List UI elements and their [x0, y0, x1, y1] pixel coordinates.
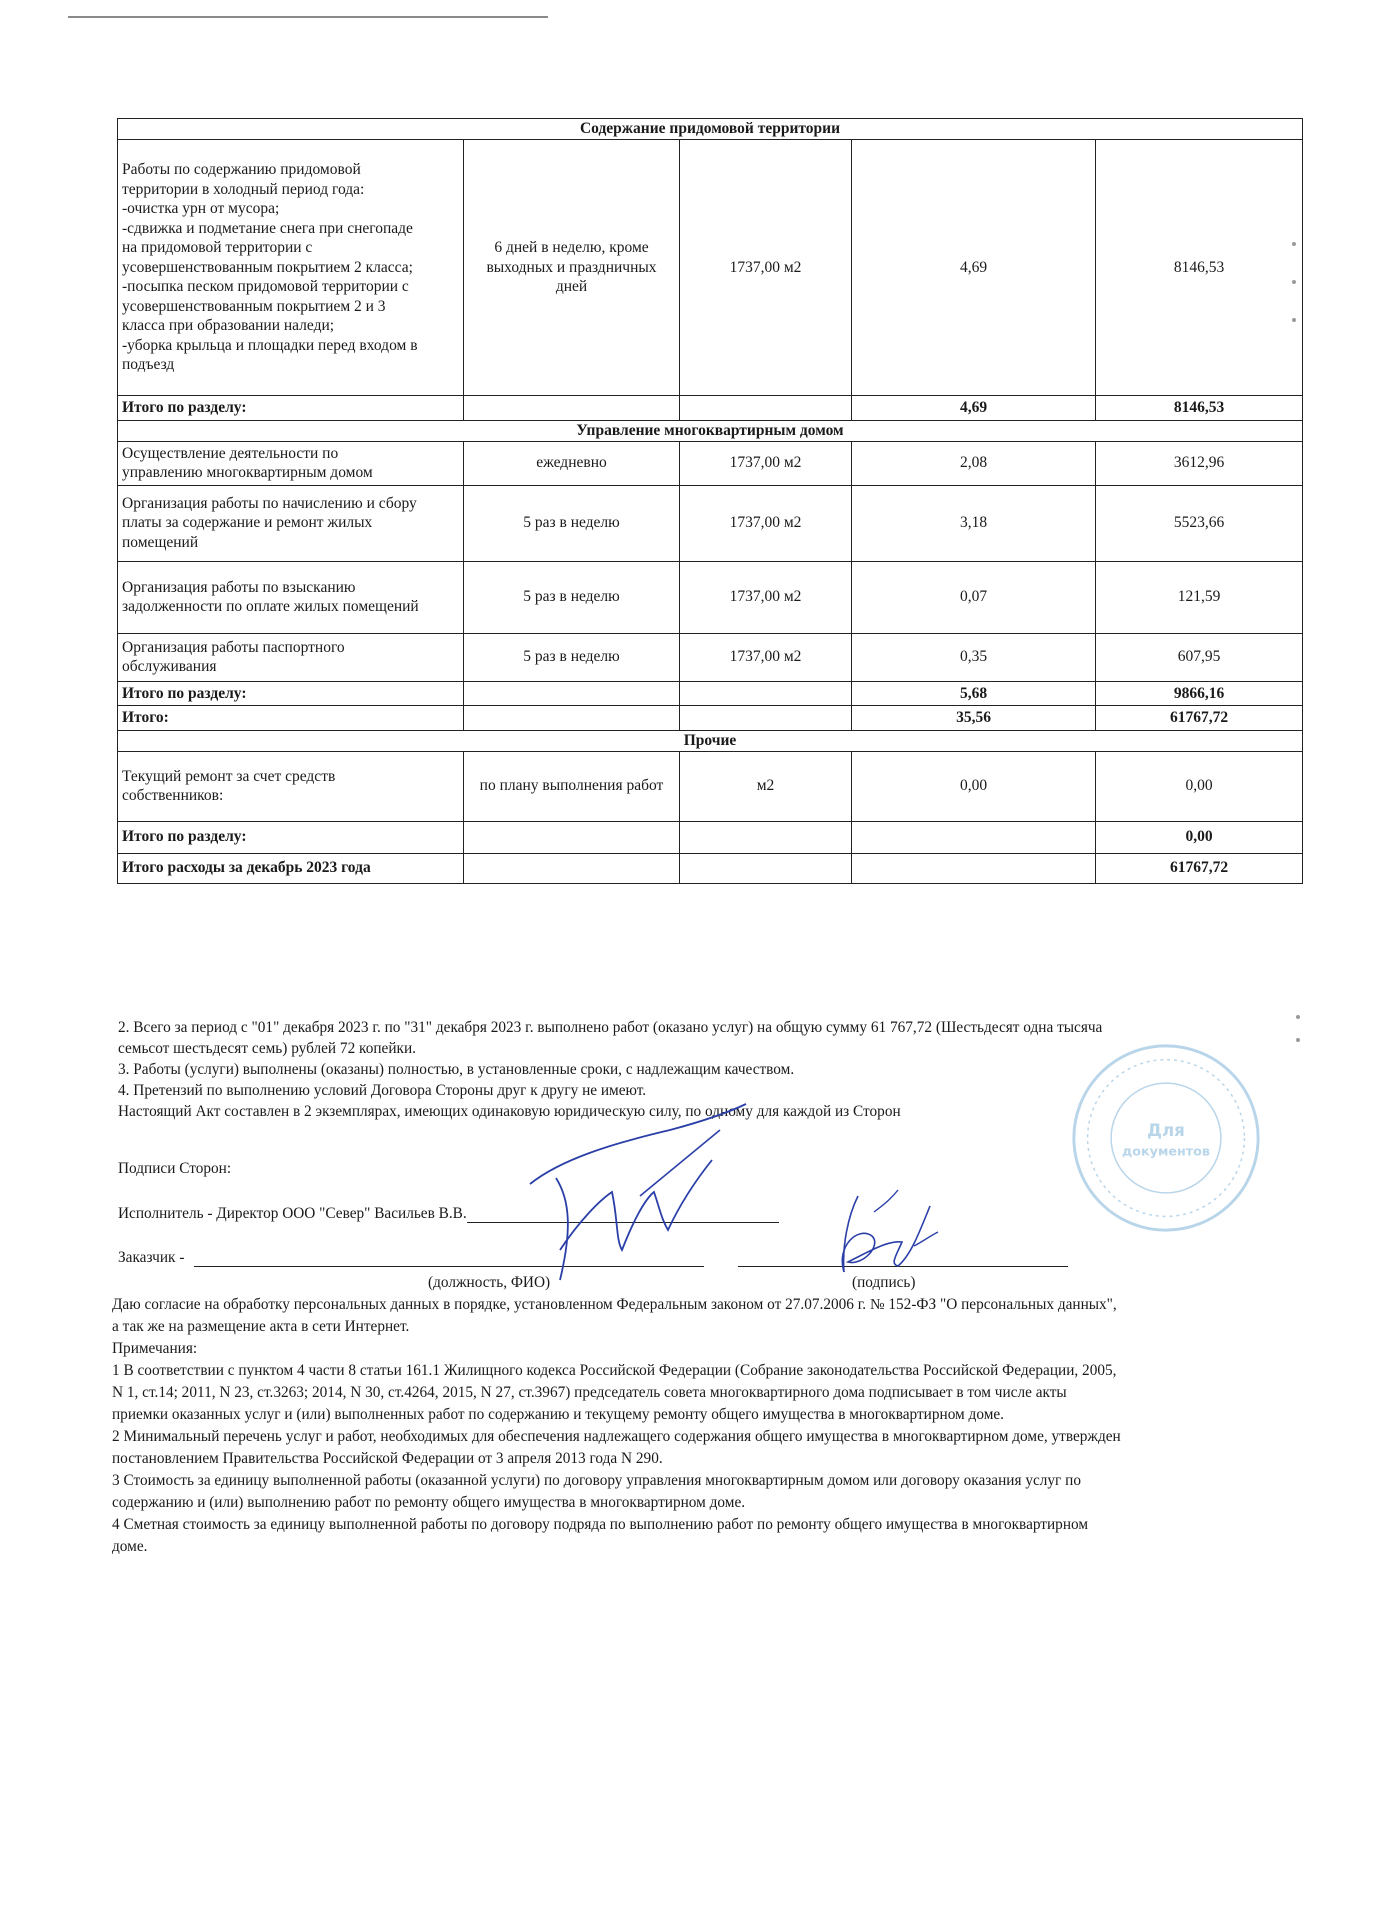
statement-claims: 4. Претензий по выполнению условий Договора Стороны друг к другу не имеют. — [118, 1082, 647, 1099]
subtotal-sum: 8146,53 — [1096, 396, 1303, 421]
customer-signature-line — [118, 1249, 1298, 1267]
work-frequency: по плану выполнения работ — [464, 751, 680, 821]
work-area: 1737,00 м2 — [680, 485, 852, 561]
subtotal-sum: 0,00 — [1096, 821, 1303, 853]
work-description: Работы по содержанию придомовой территории в холодный период года: -очистка урн от мусора; -сдвижка и подметание снега при снегопаде на придомовой территории с усовершенствованным покрытием 2 класса; -посыпка песком придомовой территории с усовершенствованным покрытием 2 и 3 класса при образовании наледи; -уборка крыльца и площадки перед входом в подъезд — [118, 140, 464, 396]
customer-label: Заказчик - — [118, 1249, 185, 1266]
work-rate: 2,08 — [852, 441, 1096, 485]
work-rate: 0,35 — [852, 633, 1096, 681]
caption-position: (должность, ФИО) — [428, 1274, 551, 1291]
work-description: Организация работы паспортного обслуживания — [118, 633, 464, 681]
work-frequency: 5 раз в неделю — [464, 485, 680, 561]
subtotal-row — [118, 821, 1303, 853]
grand-total-label: Итого расходы за декабрь 2023 года — [118, 853, 464, 883]
section-title: Управление многоквартирным домом — [118, 420, 1303, 441]
subtotal-sum: 9866,16 — [1096, 681, 1303, 706]
statement-quality: 3. Работы (услуги) выполнены (оказаны) полностью, в установленные сроки, с надлежащим качеством. — [118, 1061, 795, 1078]
section-header-other — [118, 730, 1303, 751]
notes-title: Примечания: — [112, 1340, 198, 1357]
caption-signature: (подпись) — [852, 1274, 916, 1291]
subtotal-label: Итого по разделу: — [118, 821, 464, 853]
stamp-text-line-2: документов — [1121, 1144, 1211, 1160]
table-row — [118, 441, 1303, 485]
stamp-seal — [1068, 1040, 1264, 1236]
subtotal-label: Итого по разделу: — [118, 681, 464, 706]
table-row — [118, 633, 1303, 681]
work-frequency: 5 раз в неделю — [464, 633, 680, 681]
work-sum: 0,00 — [1096, 751, 1303, 821]
consent-text: Даю согласие на обработку персональных данных в порядке, установленном Федеральным законом от 27.07.2006 г. № 152-ФЗ "О персональных данных", а так же на размещение акта в сети Интернет. — [112, 1296, 1117, 1335]
work-frequency: 5 раз в неделю — [464, 561, 680, 633]
work-rate: 4,69 — [852, 140, 1096, 396]
total-row — [118, 706, 1303, 731]
work-description: Текущий ремонт за счет средств собственников: — [118, 751, 464, 821]
section-header-territory — [118, 119, 1303, 140]
work-area: м2 — [680, 751, 852, 821]
work-rate: 0,07 — [852, 561, 1096, 633]
work-rate: 0,00 — [852, 751, 1096, 821]
work-frequency: ежедневно — [464, 441, 680, 485]
work-sum: 121,59 — [1096, 561, 1303, 633]
scan-artifact — [1292, 280, 1296, 284]
customer-position-field[interactable] — [194, 1250, 704, 1267]
section-header-management — [118, 420, 1303, 441]
signatures-title: Подписи Сторон: — [118, 1160, 232, 1177]
table-row — [118, 485, 1303, 561]
subtotal-row — [118, 396, 1303, 421]
work-sum: 3612,96 — [1096, 441, 1303, 485]
footer-notes — [112, 1294, 1302, 1558]
work-frequency: 6 дней в неделю, кроме выходных и праздничных дней — [464, 140, 680, 396]
grand-total-sum: 61767,72 — [1096, 853, 1303, 883]
services-table — [117, 118, 1303, 884]
note-1: 1 В соответствии с пунктом 4 части 8 статьи 161.1 Жилищного кодекса Российской Федерации (Собрание законодательства Российской Федерации, 2005, N 1, ст.14; 2011, N 23, ст.3263; 2014, N 30, ст.4264, 2015, N 27, ст.3967) председатель совета многоквартирного дома подписывает в том числе акты приемки оказанных услуг и (или) выполненных работ по содержанию и текущему ремонту общего имущества в многоквартирном доме. — [112, 1362, 1117, 1423]
work-area: 1737,00 м2 — [680, 633, 852, 681]
stamp-text-line-1: Для — [1147, 1121, 1185, 1141]
work-description: Организация работы по взысканию задолженности по оплате жилых помещений — [118, 561, 464, 633]
work-sum: 607,95 — [1096, 633, 1303, 681]
executor-sign-field[interactable] — [467, 1206, 779, 1223]
statement-total: 2. Всего за период с "01" декабря 2023 г. по "31" декабря 2023 г. выполнено работ (оказано услуг) на общую сумму 61 767,72 (Шестьдесят одна тысяча семьсот шестьдесят семь) рублей 72 копейки. — [118, 1019, 1103, 1057]
note-4: 4 Сметная стоимость за единицу выполненной работы по договору подряда по выполнению работ по ремонту общего имущества в многоквартирном доме. — [112, 1516, 1089, 1555]
table-row — [118, 751, 1303, 821]
statement-copies: Настоящий Акт составлен в 2 экземплярах, имеющих одинаковую юридическую силу, по одному для каждой из Сторон — [118, 1103, 901, 1120]
work-description: Осуществление деятельности по управлению многоквартирным домом — [118, 441, 464, 485]
scan-artifact — [1292, 242, 1296, 246]
note-3: 3 Стоимость за единицу выполненной работы (оказанной услуги) по договору управления многоквартирным домом или договору оказания услуг по содержанию и (или) выполнению работ по ремонту общего имущества в многоквартирном доме. — [112, 1472, 1081, 1511]
note-2: 2 Минимальный перечень услуг и работ, необходимых для обеспечения надлежащего содержания общего имущества в многоквартирном доме, утвержден постановлением Правительства Российской Федерации от 3 апреля 2013 года N 290. — [112, 1428, 1121, 1467]
scan-artifact — [1292, 318, 1296, 322]
customer-handwritten-signature — [818, 1176, 948, 1286]
work-sum: 8146,53 — [1096, 140, 1303, 396]
total-rate: 35,56 — [852, 706, 1096, 731]
total-label: Итого: — [118, 706, 464, 731]
subtotal-rate: 4,69 — [852, 396, 1096, 421]
work-description: Организация работы по начислению и сбору платы за содержание и ремонт жилых помещений — [118, 485, 464, 561]
subtotal-row — [118, 681, 1303, 706]
customer-sign-field[interactable] — [738, 1250, 1068, 1267]
work-area: 1737,00 м2 — [680, 561, 852, 633]
executor-label: Исполнитель - Директор ООО "Север" Васильев В.В. — [118, 1205, 467, 1222]
table-row — [118, 140, 1303, 396]
subtotal-rate: 5,68 — [852, 681, 1096, 706]
work-sum: 5523,66 — [1096, 485, 1303, 561]
work-rate: 3,18 — [852, 485, 1096, 561]
work-area: 1737,00 м2 — [680, 441, 852, 485]
section-title: Прочие — [118, 730, 1303, 751]
section-title: Содержание придомовой территории — [118, 119, 1303, 140]
work-area: 1737,00 м2 — [680, 140, 852, 396]
total-sum: 61767,72 — [1096, 706, 1303, 731]
grand-total-row — [118, 853, 1303, 883]
scan-top-rule — [68, 16, 548, 18]
subtotal-label: Итого по разделу: — [118, 396, 464, 421]
table-row — [118, 561, 1303, 633]
